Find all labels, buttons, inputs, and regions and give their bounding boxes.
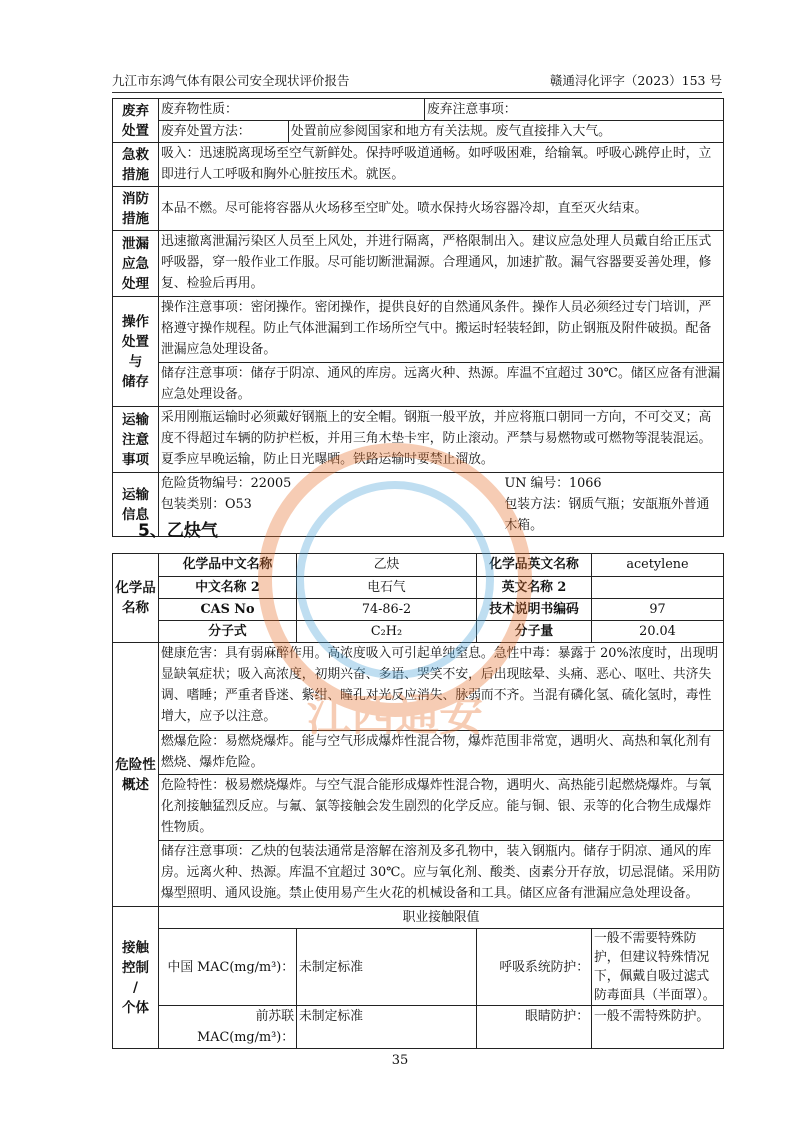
danger-properties: 危险特性：极易燃烧爆炸。与空气混合能形成爆炸性混合物，遇明火、高热能引起燃烧爆炸。与氧化剂接触猛烈反应。与氟、氯等接触会发生剧烈的化学反应。能与铜、银、汞等的化合物生成爆炸性物质。 xyxy=(159,775,724,841)
ussr-mac-label: 前苏联 MAC(mg/m³)： xyxy=(159,1006,297,1049)
en-name-label: 化学品英文名称 xyxy=(477,554,592,577)
resp-protection-label: 呼吸系统防护： xyxy=(477,929,592,1006)
eye-protection-label: 眼睛防护： xyxy=(477,1006,592,1049)
watermark-text: 江西通安 xyxy=(307,690,483,741)
en-name2-value xyxy=(592,577,724,599)
page-header xyxy=(112,70,722,93)
fire-text: 本品不燃。尽可能将容器从火场移至空旷处。喷水保持火场容器冷却，直至灭火结束。 xyxy=(159,187,724,231)
cas-value: 74-86-2 xyxy=(297,599,477,621)
cas-label: CAS No xyxy=(159,599,297,621)
tech-code-value: 97 xyxy=(592,599,724,621)
un-number: UN 编号：1066 xyxy=(425,473,724,495)
explosion-hazard: 燃爆危险：易燃烧爆炸。能与空气形成爆炸性混合物，爆炸范围非常宽，遇明火、高热和氧化剂有燃烧、爆炸危险。 xyxy=(159,731,724,775)
china-mac-value: 未制定标准 xyxy=(297,929,477,1006)
page-number: 35 xyxy=(391,1053,409,1068)
formula-value: C₂H₂ xyxy=(297,621,477,643)
resp-protection-value: 一般不需要特殊防护，但建议特殊情况下，佩戴自吸过滤式防毒面具（半面罩）。 xyxy=(592,929,724,1006)
storage-notes: 储存注意事项：乙炔的包装法通常是溶解在溶剂及多孔物中，装入钢瓶内。储存于阴凉、通风的库房。远离火种、热源。库温不宜超过 30℃。应与氧化剂、酸类、卤素分开存放，切忌混储。采用防爆型照明、通风设施。禁止使用易产生火花的机械设备和工具。储区应备有泄漏应急处理设备。 xyxy=(159,841,724,907)
cn-name-label: 化学品中文名称 xyxy=(159,554,297,577)
transport-title: 运输 注意 事项 xyxy=(113,407,159,473)
pack-category: 包装类别：O53 xyxy=(159,494,425,537)
tech-code-label: 技术说明书编码 xyxy=(477,599,592,621)
section-heading: 5、乙炔气 xyxy=(138,521,218,541)
en-name2-label: 英文名称 2 xyxy=(477,577,592,599)
handling-operate: 操作注意事项：密闭操作。密闭操作，提供良好的自然通风条件。操作人员必须经过专门培训，严格遵守操作规程。防止气体泄漏到工作场所空气中。搬运时轻装轻卸，防止钢瓶及附件破损。配备泄漏应急处理设备。 xyxy=(159,297,724,363)
handling-storage: 储存注意事项：储存于阴凉、通风的库房。远离火种、热源。库温不宜超过 30℃。储区应备有泄漏应急处理设备。 xyxy=(159,363,724,407)
report-number: 赣通浔化评字（2023）153 号 xyxy=(549,73,722,88)
hazard-title: 危险性 概述 xyxy=(113,643,159,907)
contact-title: 接触 控制 / 个体 xyxy=(113,907,159,1049)
transport-text: 采用刚瓶运输时必须戴好钢瓶上的安全帽。钢瓶一般平放，并应将瓶口朝同一方向，不可交叉；高度不得超过车辆的防护栏板，并用三角木垫卡牢，防止滚动。严禁与易燃物或可燃物等混装混运。夏季应早晚运输，防止日光曝晒。铁路运输时要禁止溜放。 xyxy=(159,407,724,473)
china-mac-label: 中国 MAC(mg/m³)： xyxy=(159,929,297,1006)
mw-value: 20.04 xyxy=(592,621,724,643)
report-title: 九江市东鸿气体有限公司安全现状评价报告 xyxy=(112,73,350,88)
health-hazard: 健康危害：具有弱麻醉作用。高浓度吸入可引起单纯窒息。急性中毒：暴露于 20%浓度时，出现明显缺氧症状；吸入高浓度，初期兴奋、多语、哭笑不安，后出现眩晕、头痛、恶心、呕吐、共济失调、嗜睡；严重者昏迷、紫绀、瞳孔对光反应消失、脉弱而不齐。当混有磷化氢、硫化氢时，毒性增大，应予以注意。 xyxy=(159,643,724,731)
fire-title: 消防 措施 xyxy=(113,187,159,231)
waste-title: 废弃 处置 xyxy=(113,99,159,143)
cn-name-value: 乙炔 xyxy=(297,554,477,577)
waste-method-label: 废弃处置方法： xyxy=(159,121,289,143)
cn-name2-value: 电石气 xyxy=(297,577,477,599)
leak-text: 迅速撤离泄漏污染区人员至上风处，并进行隔离，严格限制出入。建议应急处理人员戴自给正压式呼吸器，穿一般作业工作服。尽可能切断泄漏源。合理通风，加速扩散。漏气容器要妥善处理，修复、检验后再用。 xyxy=(159,231,724,297)
mw-label: 分子量 xyxy=(477,621,592,643)
handling-title: 操作 处置 与 储存 xyxy=(113,297,159,407)
waste-notes-label: 废弃注意事项： xyxy=(425,99,724,121)
waste-props-label: 废弃物性质： xyxy=(159,99,425,121)
safety-table-continued xyxy=(112,98,724,537)
eye-protection-value: 一般不需特殊防护。 xyxy=(592,1006,724,1049)
firstaid-text: 吸入：迅速脱离现场至空气新鲜处。保持呼吸道通畅。如呼吸困难，给输氧。呼吸心跳停止时，立即进行人工呼吸和胸外心脏按压术。就医。 xyxy=(159,143,724,187)
pack-method: 包装方法：钢质气瓶；安瓿瓶外普通木箱。 xyxy=(425,494,724,537)
transinfo-title: 运输 信息 xyxy=(113,473,159,537)
exposure-limits-title: 职业接触限值 xyxy=(159,907,724,929)
name-title: 化学品 名称 xyxy=(113,554,159,643)
waste-method-text: 处置前应参阅国家和地方有关法规。废气直接排入大气。 xyxy=(289,121,724,143)
ussr-mac-value: 未制定标准 xyxy=(297,1006,477,1049)
acetylene-table xyxy=(112,553,724,1049)
en-name-value: acetylene xyxy=(592,554,724,577)
formula-label: 分子式 xyxy=(159,621,297,643)
firstaid-title: 急救 措施 xyxy=(113,143,159,187)
leak-title: 泄漏 应急 处理 xyxy=(113,231,159,297)
dg-number: 危险货物编号：22005 xyxy=(159,473,425,495)
cn-name2-label: 中文名称 2 xyxy=(159,577,297,599)
